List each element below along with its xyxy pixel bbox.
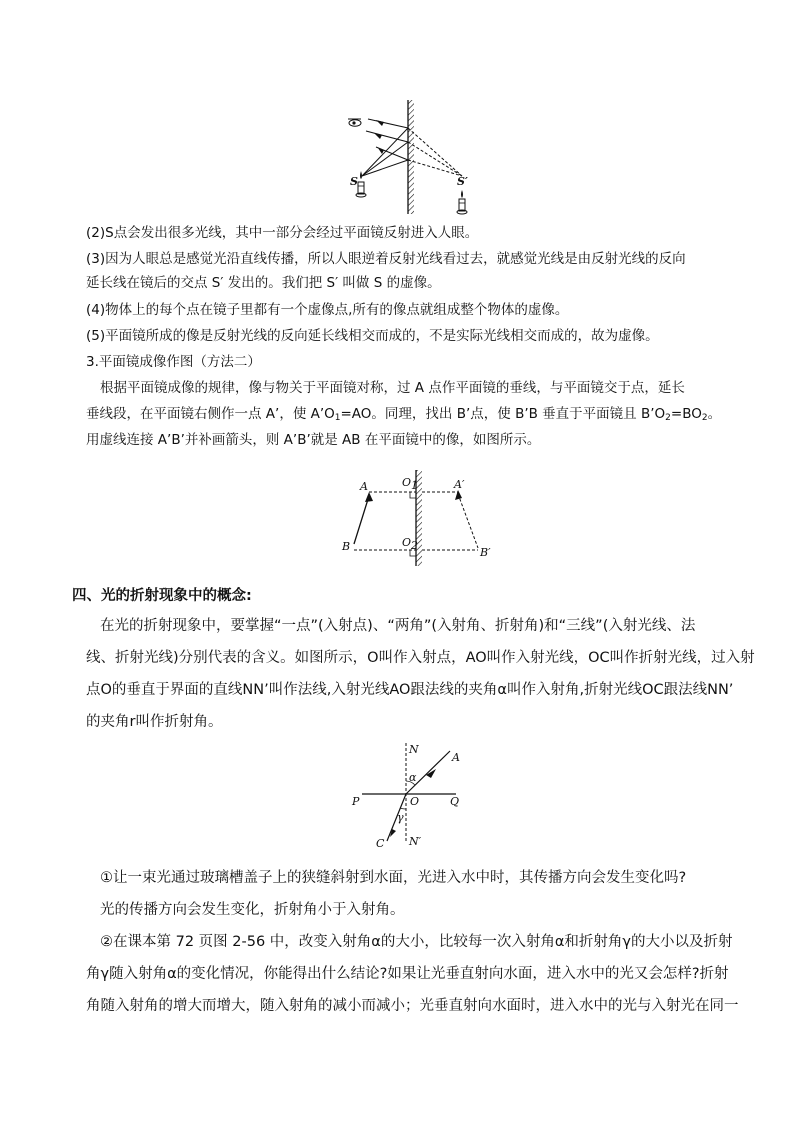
label-q: Q xyxy=(450,795,460,808)
paragraph-5: (5)平面镜所成的像是反射光线的反向延长线相交而成的，不是实际光线相交而成的，故为虚像。 xyxy=(86,328,659,344)
section4-line1: 在光的折射现象中，要掌握“一点”(入射点)、“两角”(入射角、折射角)和“三线”(入射光线、法 xyxy=(100,618,696,634)
mirror-reflection-figure xyxy=(340,98,480,218)
label-a: A xyxy=(360,480,368,493)
label-gamma: γ xyxy=(397,811,404,824)
paragraph-3-line2: 延长线在镜后的交点 S′ 发出的。我们把 S′ 叫做 S 的虚像。 xyxy=(86,275,441,291)
method2-line1: 根据平面镜成像的规律，像与物关于平面镜对称，过 A 点作平面镜的垂线，与平面镜交于点，延长 xyxy=(100,380,685,396)
section4-line3: 点O的垂直于界面的直线NN’叫作法线,入射光线AO跟法线的夹角α叫作入射角,折射光线OC跟法线NN’ xyxy=(86,682,734,698)
mirror-construction-figure xyxy=(338,470,498,570)
refraction-figure xyxy=(340,743,480,855)
answer-1: 光的传播方向会发生变化，折射角小于入射角。 xyxy=(100,902,405,918)
label-a: A xyxy=(452,751,460,764)
label-b-prime: B′ xyxy=(480,546,491,559)
question-1: ①让一束光通过玻璃槽盖子上的狭缝斜射到水面，光进入水中时，其传播方向会发生变化吗? xyxy=(100,870,687,886)
label-s-prime: S′ xyxy=(457,175,468,188)
section4-line4: 的夹角r叫作折射角。 xyxy=(86,714,223,730)
label-p: P xyxy=(352,795,360,808)
label-n: N xyxy=(409,743,419,756)
section-4-title: 四、光的折射现象中的概念: xyxy=(72,588,252,604)
label-s: S xyxy=(350,175,358,188)
paragraph-2: (2)S点会发出很多光线，其中一部分会经过平面镜反射进入人眼。 xyxy=(86,225,479,241)
section4-line2: 线、折射光线)分别代表的含义。如图所示，O叫作入射点，AO叫作入射光线，OC叫作折射光线，过入射 xyxy=(86,650,755,666)
label-o1: O1 xyxy=(402,476,419,492)
label-c: C xyxy=(376,837,385,850)
paragraph-3-line1: (3)因为人眼总是感觉光沿直线传播，所以人眼逆着反射光线看过去，就感觉光线是由反射光线的反向 xyxy=(86,251,686,267)
method2-line3: 用虚线连接 A’B’并补画箭头，则 A’B’就是 AB 在平面镜中的像，如图所示。 xyxy=(86,432,541,448)
label-n-prime: N′ xyxy=(409,835,422,848)
label-a-prime: A′ xyxy=(454,478,465,491)
candle-image-icon xyxy=(457,190,467,214)
heading-method-2: 3.平面镜成像作图（方法二） xyxy=(86,354,261,370)
label-o: O xyxy=(410,795,420,808)
method2-line2: 垂线段，在平面镜右侧作一点 A’，使 $A’O_1=AO$。同理，找出 B’点，使 B’B 垂直于平面镜且 $B’O_2=BO_2$。 xyxy=(86,406,722,423)
label-b: B xyxy=(342,540,351,553)
paragraph-4: (4)物体上的每个点在镜子里都有一个虚像点,所有的像点就组成整个物体的虚像。 xyxy=(86,302,569,318)
question-2-line3: 角随入射角的增大而增大，随入射角的减小而减小；光垂直射向水面时，进入水中的光与入射光在同一 xyxy=(86,998,739,1014)
label-o2: O2 xyxy=(402,536,419,552)
question-2-line2: 角γ随入射角α的变化情况，你能得出什么结论?如果让光垂直射向水面，进入水中的光又会怎样?折射 xyxy=(86,966,729,982)
eye-icon xyxy=(348,119,361,126)
label-alpha: α xyxy=(409,771,417,784)
question-2-line1: ②在课本第 72 页图 2-56 中，改变入射角α的大小，比较每一次入射角α和折射角γ的大小以及折射 xyxy=(100,934,733,950)
